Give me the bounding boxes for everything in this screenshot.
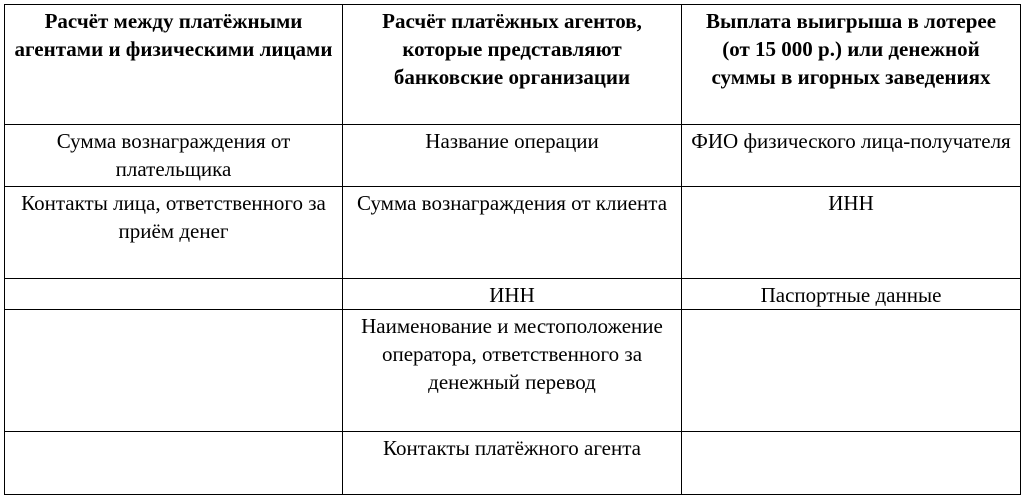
- table-cell: [5, 279, 343, 310]
- header-cell: Расчёт платёжных агентов, которые представляют банковские организации: [343, 5, 682, 125]
- table-cell: ИНН: [682, 187, 1021, 279]
- table-cell: Сумма вознаграждения от клиента: [343, 187, 682, 279]
- table-cell: [5, 432, 343, 495]
- table-row: [5, 279, 1021, 310]
- requirements-table: [4, 4, 1021, 495]
- table-cell: Название операции: [343, 125, 682, 187]
- table-cell: Наименование и местоположение оператора, ответственного за денежный перевод: [343, 310, 682, 432]
- table-cell: Контакты лица, ответственного за приём денег: [5, 187, 343, 279]
- table-row: [5, 125, 1021, 187]
- table-cell: Контакты платёжного агента: [343, 432, 682, 495]
- table-cell: Сумма вознаграждения от плательщика: [5, 125, 343, 187]
- table-cell: ФИО физического лица-получателя: [682, 125, 1021, 187]
- table-row: [5, 187, 1021, 279]
- table-cell: Паспортные данные: [682, 279, 1021, 310]
- table-cell: [682, 432, 1021, 495]
- table-cell: [5, 310, 343, 432]
- table-row: [5, 432, 1021, 495]
- table-cell: ИНН: [343, 279, 682, 310]
- table-cell: [682, 310, 1021, 432]
- header-cell: Расчёт между платёжными агентами и физическими лицами: [5, 5, 343, 125]
- header-row: [5, 5, 1021, 125]
- table-row: [5, 310, 1021, 432]
- header-cell: Выплата выигрыша в лотерее (от 15 000 р.) или денежной суммы в игорных заведениях: [682, 5, 1021, 125]
